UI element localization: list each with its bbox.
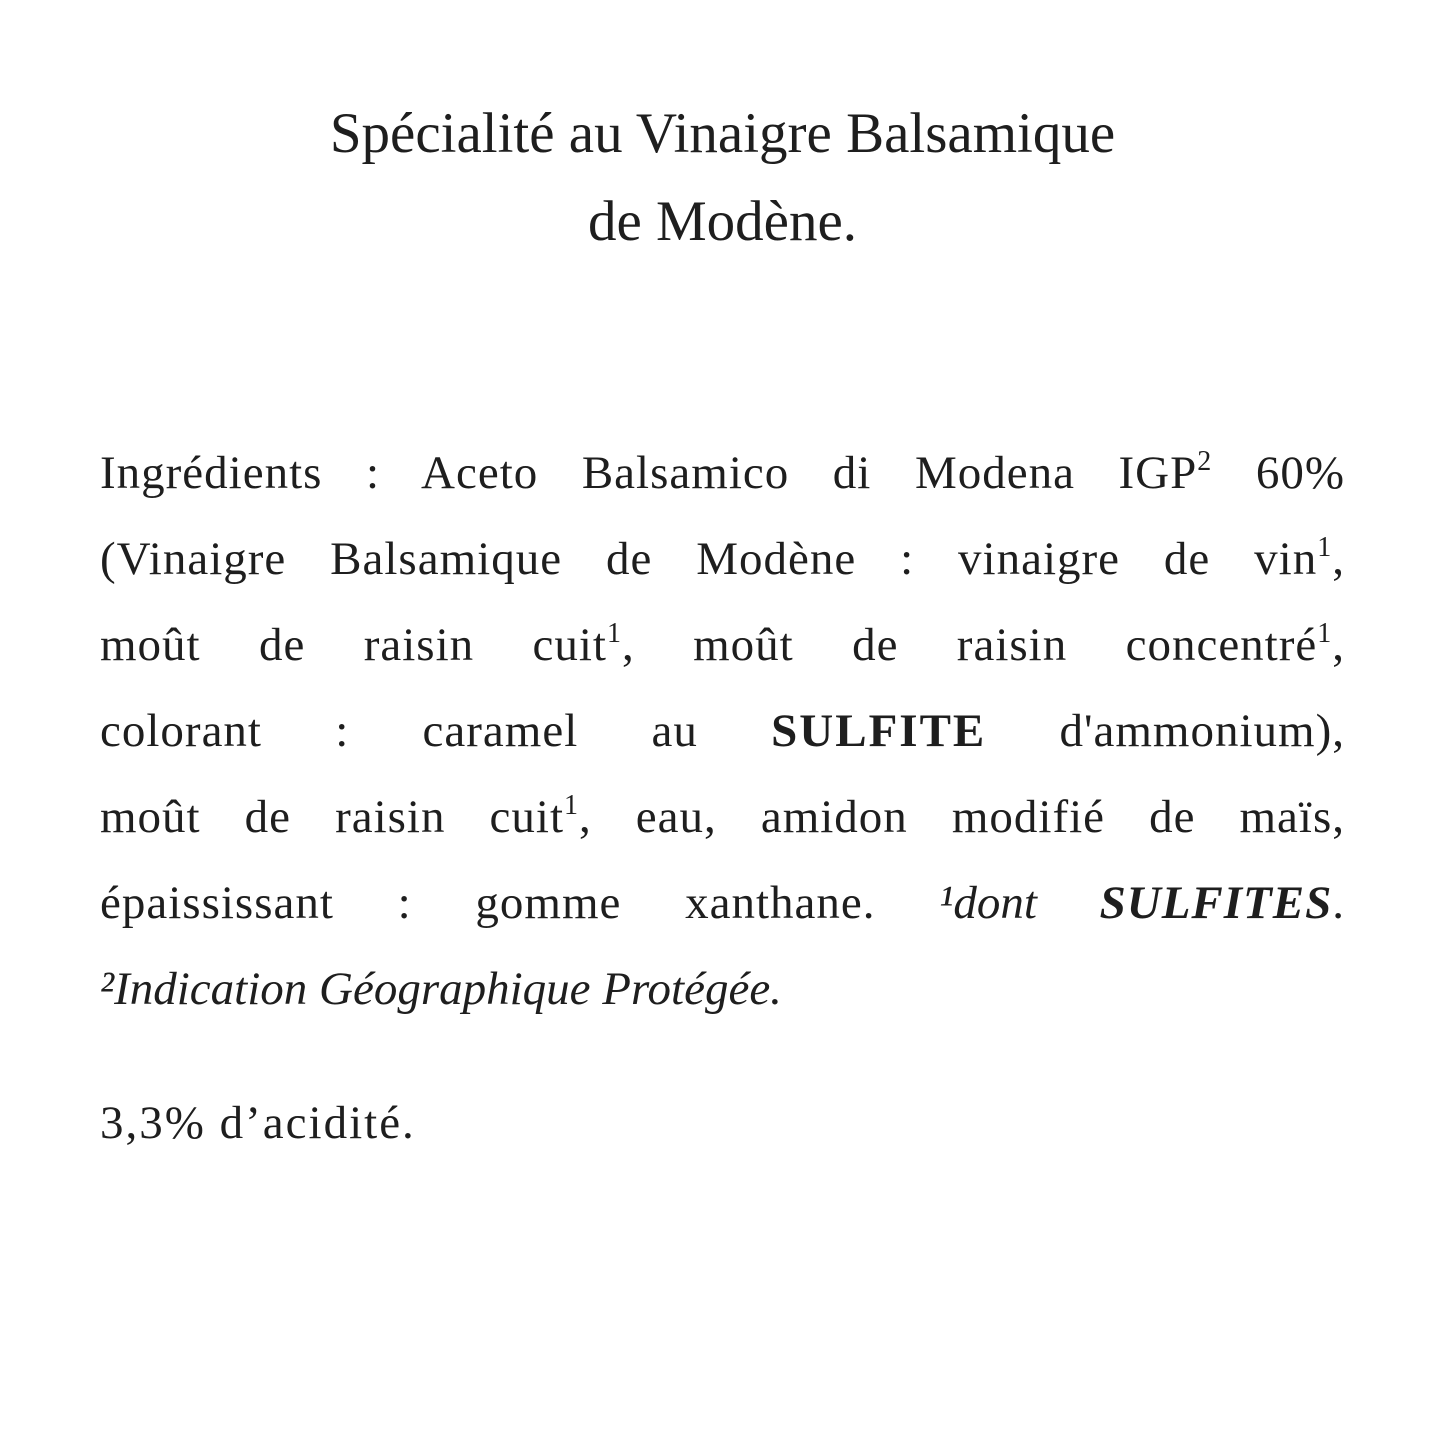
ingredients-block [100,430,1345,1032]
ingredients-text: moût de raisin cuit [100,619,607,671]
ingredients-line-1 [100,430,1345,516]
product-title [0,90,1445,266]
footnote-ref: 1 [606,618,622,649]
footnote-ref: 1 [564,790,580,821]
footnote-ref: 2 [1197,446,1213,477]
allergen-highlight: SULFITE [771,705,987,757]
ingredients-line-6 [100,860,1345,946]
ingredients-text: , moût de raisin concentré [621,619,1318,671]
ingredients-text: , [1332,533,1345,585]
ingredients-text: d'ammonium), [986,705,1345,757]
ingredients-line-3 [100,602,1345,688]
ingredients-text: Ingrédients : Aceto Balsamico di Modena IGP [100,447,1198,499]
ingredients-text: , eau, amidon modifié de maïs, [579,791,1346,843]
footnote-ref: 1 [1317,618,1333,649]
allergen-highlight: SULFITES [1099,877,1333,929]
ingredients-line-5 [100,774,1345,860]
ingredients-line-2 [100,516,1345,602]
acidity-note: 3,3% d’acidité. [100,1097,416,1149]
ingredients-line-4 [100,688,1345,774]
ingredients-text: , [1332,619,1345,671]
footnote-1-label: ¹dont [939,877,1100,929]
ingredients-line-7 [100,946,1345,1032]
ingredients-text: . [1332,877,1345,929]
ingredients-text: épaississant : gomme xanthane. [100,877,940,929]
product-title-line-1: Spécialité au Vinaigre Balsamique [329,102,1116,165]
footnote-2: ²Indication Géographique Protégée. [100,963,782,1015]
footnote-ref: 1 [1317,532,1333,563]
ingredients-text: (Vinaigre Balsamique de Modène : vinaigre de vin [100,533,1318,585]
ingredients-text: moût de raisin cuit [100,791,565,843]
ingredients-text: 60% [1212,447,1345,499]
ingredients-text: colorant : caramel au [100,705,772,757]
product-title-line-2: de Modène. [587,190,858,253]
